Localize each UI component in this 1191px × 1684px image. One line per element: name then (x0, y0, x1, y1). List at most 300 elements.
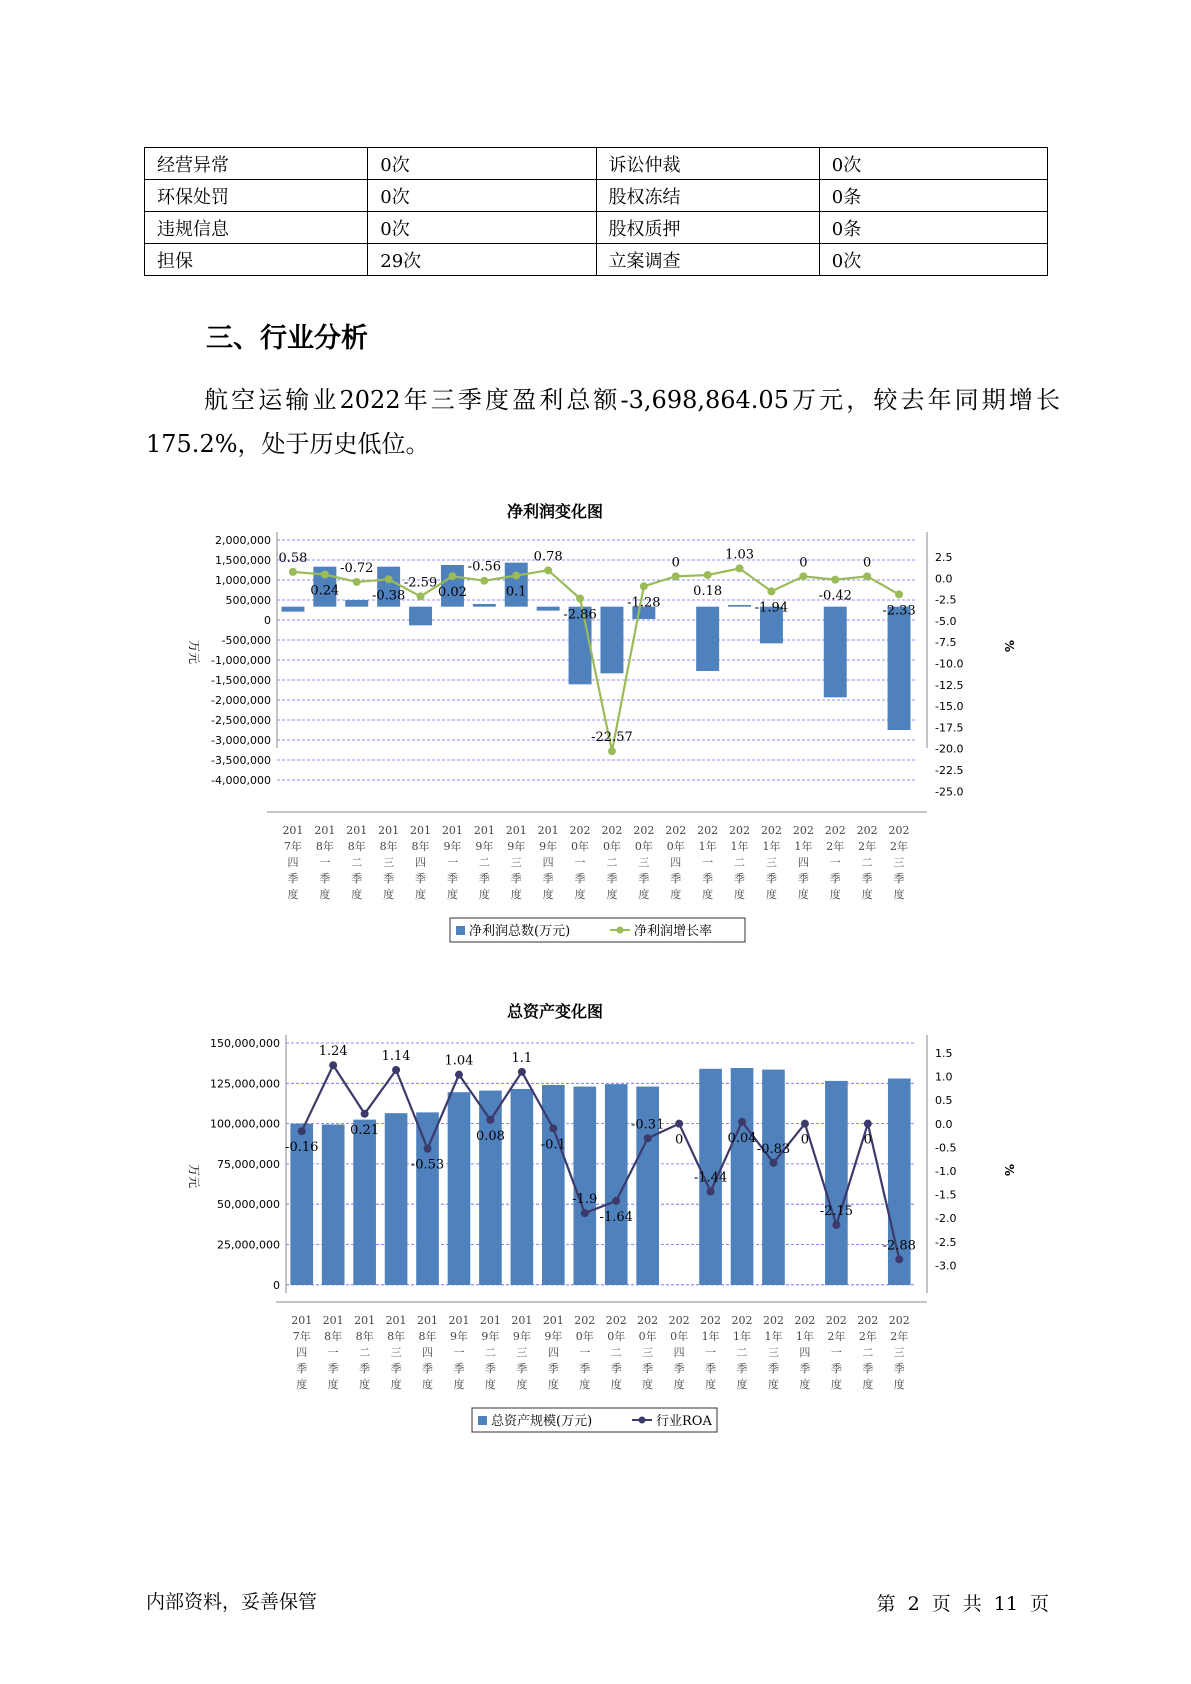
line-point (544, 566, 552, 574)
x-tick-text: 度 (296, 1378, 308, 1391)
x-tick-text: 1年 (795, 1330, 814, 1343)
x-tick-text: 季 (673, 1362, 685, 1375)
table-value-cell: 0条 (819, 180, 1047, 212)
y-tick-label: -3,000,000 (211, 734, 271, 747)
profit-chart-svg (180, 495, 1040, 945)
x-tick-text: 度 (734, 888, 746, 901)
x-tick-text: 201 (346, 824, 368, 837)
data-label: -2.59 (403, 575, 438, 591)
y-tick-label: 25,000,000 (217, 1238, 280, 1252)
x-tick-text: 1年 (794, 840, 813, 853)
x-tick-text: 三 (383, 856, 395, 869)
x-tick-text: 202 (762, 1314, 784, 1327)
x-tick-text: 度 (446, 888, 458, 901)
table-value-cell: 0条 (819, 212, 1047, 244)
x-tick-text: 201 (441, 824, 463, 837)
x-tick-text: 一 (453, 1346, 465, 1359)
x-tick-label (889, 824, 910, 901)
x-tick-text: 四 (422, 1346, 434, 1359)
y-tick-label: -1,000,000 (211, 654, 271, 667)
line-point (801, 1120, 809, 1128)
y-tick-label: -1,500,000 (211, 674, 271, 687)
line-point (612, 1197, 620, 1205)
y2-tick-label: 0.5 (935, 1094, 953, 1108)
y2-tick-label: 1.0 (935, 1070, 953, 1084)
table-label-cell: 环保处罚 (145, 180, 368, 212)
data-label: 0.18 (693, 583, 723, 599)
x-tick-text: 度 (319, 888, 331, 901)
line-point (455, 1071, 463, 1079)
x-tick-text: 一 (327, 1346, 339, 1359)
x-tick-text: 四 (415, 856, 427, 869)
x-tick-text: 三 (893, 856, 905, 869)
line-point (486, 1116, 494, 1124)
x-tick-text: 0年 (575, 1330, 594, 1343)
table-value-cell: 29次 (368, 244, 596, 276)
x-tick-text: 度 (893, 888, 905, 901)
x-tick-text: 季 (579, 1362, 591, 1375)
bar (888, 607, 911, 730)
bar (281, 607, 304, 612)
line-point (549, 1124, 557, 1132)
x-tick-text: 度 (861, 888, 873, 901)
x-tick-label (700, 1314, 721, 1391)
x-tick-text: 1年 (701, 1330, 720, 1343)
x-tick-text: 202 (637, 1314, 659, 1327)
x-tick-label (732, 1314, 753, 1391)
x-tick-text: 202 (697, 824, 719, 837)
y-tick-label: -3,500,000 (211, 754, 271, 767)
x-tick-label (574, 1314, 595, 1391)
bar (696, 607, 719, 671)
line-point (417, 592, 425, 600)
x-tick-text: 201 (291, 1314, 313, 1327)
x-tick-text: 9年 (443, 840, 462, 853)
x-tick-label (506, 824, 527, 901)
x-tick-text: 202 (605, 1314, 627, 1327)
profit-chart (180, 495, 1040, 945)
x-tick-text: 202 (668, 1314, 690, 1327)
data-label: -0.72 (340, 560, 374, 576)
x-tick-text: 二 (862, 1346, 874, 1359)
x-tick-text: 季 (893, 1362, 905, 1375)
x-tick-text: 季 (830, 1362, 842, 1375)
table-label-cell: 股权质押 (596, 212, 819, 244)
x-tick-text: 二 (610, 1346, 622, 1359)
x-tick-label (291, 1314, 312, 1391)
table-value-cell: 0次 (819, 148, 1047, 180)
x-tick-text: 二 (351, 856, 363, 869)
x-tick-text: 三 (893, 1346, 905, 1359)
x-tick-text: 季 (453, 1362, 465, 1375)
x-tick-text: 度 (610, 1378, 622, 1391)
y2-tick-label: -2.5 (935, 1235, 957, 1249)
line-point (512, 572, 520, 580)
line-point (738, 1118, 746, 1126)
x-tick-label (606, 1314, 627, 1391)
x-tick-text: 季 (542, 872, 554, 885)
y2-axis-label: % (1002, 1164, 1016, 1177)
x-tick-text: 202 (633, 824, 655, 837)
line-point (832, 1221, 840, 1229)
data-label: -22.57 (591, 730, 633, 746)
x-tick-text: 度 (547, 1378, 559, 1391)
x-tick-text: 202 (729, 824, 751, 837)
x-tick-text: 201 (479, 1314, 501, 1327)
x-tick-text: 一 (830, 1346, 842, 1359)
x-tick-text: 季 (510, 872, 522, 885)
x-tick-text: 季 (797, 872, 809, 885)
x-tick-text: 度 (415, 888, 427, 901)
legend-bar-swatch (478, 1416, 487, 1425)
data-label: -0.1 (540, 1137, 566, 1153)
y2-tick-label: -12.5 (935, 678, 964, 692)
data-label: -1.94 (754, 600, 789, 616)
x-tick-text: 202 (731, 1314, 753, 1327)
line-point (329, 1061, 337, 1069)
bar (825, 1081, 848, 1285)
x-tick-text: 四 (547, 1346, 559, 1359)
y-tick-label: 0 (264, 614, 271, 627)
data-label: -0.83 (756, 1141, 791, 1157)
legend-bar-label: 总资产规模(万元) (491, 1414, 593, 1429)
x-tick-label (480, 1314, 501, 1391)
x-tick-text: 季 (734, 872, 746, 885)
data-label: -2.88 (882, 1238, 916, 1254)
line-point (767, 587, 775, 595)
x-tick-text: 季 (547, 1362, 559, 1375)
y2-tick-label: -7.5 (935, 636, 957, 650)
legend-bar-swatch (456, 926, 465, 935)
table-value-cell: 0次 (368, 148, 596, 180)
x-tick-text: 8年 (315, 840, 334, 853)
y2-tick-label: -1.5 (935, 1188, 957, 1202)
x-tick-text: 9年 (449, 1330, 468, 1343)
x-tick-text: 202 (665, 824, 687, 837)
bar (416, 1112, 439, 1285)
x-tick-text: 三 (642, 1346, 654, 1359)
data-label: -1.64 (599, 1209, 633, 1225)
x-tick-text: 201 (385, 1314, 407, 1327)
x-tick-label (637, 1314, 658, 1391)
footer-confidential: 内部资料，妥善保管 (146, 1591, 318, 1613)
x-tick-text: 度 (390, 1378, 402, 1391)
data-label: -0.38 (371, 588, 406, 604)
x-tick-text: 8年 (411, 840, 430, 853)
data-label: 1.24 (318, 1044, 348, 1060)
x-tick-text: 度 (830, 1378, 842, 1391)
table-value-cell: 0次 (368, 212, 596, 244)
table-label-cell: 诉讼仲裁 (596, 148, 819, 180)
y-tick-label: -4,000,000 (211, 774, 271, 787)
data-label: -2.86 (563, 607, 597, 623)
x-tick-text: 季 (606, 872, 618, 885)
table-row (145, 148, 1048, 180)
x-tick-label (570, 824, 591, 901)
x-tick-text: 201 (417, 1314, 439, 1327)
line-point (581, 1209, 589, 1217)
x-tick-text: 201 (354, 1314, 376, 1327)
x-tick-label (442, 824, 463, 901)
legend (472, 1408, 717, 1432)
x-tick-text: 8年 (324, 1330, 343, 1343)
data-label: 0.02 (437, 585, 467, 601)
legend (450, 918, 745, 942)
data-label: 0.08 (475, 1128, 505, 1144)
x-tick-text: 季 (296, 1362, 308, 1375)
bar (448, 1092, 471, 1285)
x-tick-text: 度 (359, 1378, 371, 1391)
table-label-cell: 违规信息 (145, 212, 368, 244)
table-label-cell: 经营异常 (145, 148, 368, 180)
data-label: 0 (799, 555, 808, 571)
line-point (392, 1066, 400, 1074)
data-label: 0.04 (727, 1130, 757, 1146)
y-tick-label: 50,000,000 (217, 1198, 280, 1212)
x-tick-text: 2年 (858, 1330, 877, 1343)
legend-line-label: 行业ROA (656, 1414, 712, 1429)
line-point (704, 571, 712, 579)
data-label: -0.16 (285, 1140, 319, 1156)
data-label: 0.58 (278, 550, 308, 566)
y2-tick-label: 0.0 (935, 1117, 953, 1131)
y-tick-label: 500,000 (225, 594, 271, 607)
x-tick-text: 度 (606, 888, 618, 901)
data-label: 1.03 (725, 547, 755, 563)
x-tick-label (410, 824, 431, 901)
data-label: -0.53 (410, 1157, 445, 1173)
x-tick-text: 8年 (355, 1330, 374, 1343)
x-tick-text: 0年 (602, 840, 621, 853)
legend-bar-label: 净利润总数(万元) (469, 924, 571, 939)
x-tick-text: 季 (422, 1362, 434, 1375)
legend-line-marker (617, 927, 624, 934)
line-point (675, 1120, 683, 1128)
line-point (518, 1068, 526, 1076)
data-label: 0 (671, 555, 680, 571)
x-tick-text: 202 (888, 1314, 910, 1327)
x-tick-label (794, 1314, 815, 1391)
data-label: 0 (863, 555, 872, 571)
chart-title: 总资产变化图 (506, 1002, 604, 1021)
y2-tick-label: -10.0 (935, 657, 964, 671)
x-tick-text: 度 (383, 888, 395, 901)
x-tick-text: 三 (767, 1346, 779, 1359)
x-tick-text: 一 (319, 856, 331, 869)
x-tick-text: 202 (857, 1314, 879, 1327)
line-point (298, 1127, 306, 1135)
line-point (608, 747, 616, 755)
line-point (736, 564, 744, 572)
x-tick-text: 度 (765, 888, 777, 901)
bar (353, 1120, 376, 1285)
data-label: 0.1 (505, 584, 527, 600)
x-tick-label (857, 824, 878, 901)
x-tick-text: 202 (824, 824, 846, 837)
x-tick-text: 季 (702, 872, 714, 885)
x-tick-label (314, 824, 335, 901)
x-tick-text: 度 (736, 1378, 748, 1391)
x-tick-text: 季 (638, 872, 650, 885)
x-tick-text: 季 (484, 1362, 496, 1375)
x-tick-text: 度 (705, 1378, 717, 1391)
x-tick-text: 9年 (539, 840, 558, 853)
x-tick-text: 季 (287, 872, 299, 885)
x-tick-text: 四 (799, 1346, 811, 1359)
industry-paragraph: 航空运输业2022年三季度盈利总额-3,698,864.05万元，较去年同期增长175.2%，处于历史低位。 (146, 386, 1060, 458)
x-tick-text: 度 (702, 888, 714, 901)
x-tick-text: 0年 (638, 1330, 657, 1343)
bar (322, 1124, 345, 1285)
x-tick-text: 2年 (827, 1330, 846, 1343)
x-tick-text: 7年 (292, 1330, 311, 1343)
x-tick-text: 7年 (283, 840, 302, 853)
x-tick-text: 四 (797, 856, 809, 869)
line-point (831, 576, 839, 584)
x-tick-text: 一 (574, 856, 586, 869)
x-tick-text: 四 (542, 856, 554, 869)
x-tick-text: 度 (642, 1378, 654, 1391)
section-title: 三、行业分析 (206, 323, 368, 354)
x-tick-text: 0年 (607, 1330, 626, 1343)
y-tick-label: 0 (273, 1278, 280, 1292)
line-point (289, 568, 297, 576)
x-tick-text: 度 (422, 1378, 434, 1391)
x-tick-text: 季 (767, 1362, 779, 1375)
x-tick-text: 度 (327, 1378, 339, 1391)
x-tick-label (793, 824, 814, 901)
table-row (145, 180, 1048, 212)
x-tick-text: 一 (579, 1346, 591, 1359)
x-tick-text: 一 (705, 1346, 717, 1359)
table-label-cell: 担保 (145, 244, 368, 276)
bar (888, 1078, 911, 1285)
x-tick-text: 度 (478, 888, 490, 901)
x-tick-text: 201 (282, 824, 304, 837)
data-label: 1.1 (511, 1050, 533, 1066)
x-tick-label (825, 824, 846, 901)
line-point (480, 577, 488, 585)
x-tick-text: 度 (862, 1378, 874, 1391)
line-point (321, 571, 329, 579)
y2-tick-label: -2.0 (935, 1212, 957, 1226)
x-tick-text: 202 (760, 824, 782, 837)
y2-tick-label: -20.0 (935, 742, 964, 756)
x-tick-text: 8年 (387, 1330, 406, 1343)
x-tick-text: 202 (794, 1314, 816, 1327)
table-value-cell: 0次 (819, 244, 1047, 276)
line-point (385, 575, 393, 583)
x-tick-label (511, 1314, 532, 1391)
line-point (448, 572, 456, 580)
line-point (799, 572, 807, 580)
x-tick-label (378, 824, 399, 901)
x-tick-text: 1年 (762, 840, 781, 853)
table-row (145, 244, 1048, 276)
x-tick-text: 201 (511, 1314, 533, 1327)
x-tick-text: 二 (736, 1346, 748, 1359)
chart-title: 净利润变化图 (506, 502, 604, 521)
x-tick-label (763, 1314, 784, 1391)
x-tick-text: 201 (322, 1314, 344, 1327)
x-tick-text: 9年 (481, 1330, 500, 1343)
x-tick-text: 季 (861, 872, 873, 885)
x-tick-text: 度 (351, 888, 363, 901)
x-tick-text: 二 (359, 1346, 371, 1359)
table-label-cell: 股权冻结 (596, 180, 819, 212)
x-tick-text: 度 (542, 888, 554, 901)
x-tick-text: 季 (478, 872, 490, 885)
x-tick-text: 202 (825, 1314, 847, 1327)
x-tick-label (346, 824, 367, 901)
bar (537, 607, 560, 611)
x-tick-label (761, 824, 782, 901)
y2-tick-label: -22.5 (935, 764, 964, 777)
x-tick-text: 季 (862, 1362, 874, 1375)
data-label: 1.14 (381, 1048, 411, 1064)
x-tick-text: 度 (829, 888, 841, 901)
x-tick-text: 四 (287, 856, 299, 869)
x-tick-text: 0年 (666, 840, 685, 853)
line-point (895, 590, 903, 598)
data-label: 0 (800, 1132, 810, 1148)
x-tick-text: 201 (314, 824, 336, 837)
y-tick-label: 150,000,000 (210, 1037, 280, 1050)
line-point (361, 1110, 369, 1118)
x-tick-text: 1年 (764, 1330, 783, 1343)
x-tick-label (665, 824, 686, 901)
x-tick-text: 季 (670, 872, 682, 885)
line-point (864, 1120, 872, 1128)
data-label: -1.28 (627, 595, 661, 611)
data-label: -1.9 (572, 1192, 598, 1208)
x-tick-text: 0年 (634, 840, 653, 853)
x-tick-text: 季 (829, 872, 841, 885)
x-tick-text: 0年 (571, 840, 590, 853)
x-tick-text: 201 (448, 1314, 470, 1327)
x-tick-text: 202 (792, 824, 814, 837)
data-label: 1.04 (444, 1053, 474, 1069)
x-tick-text: 201 (473, 824, 495, 837)
y-tick-label: 75,000,000 (217, 1157, 280, 1171)
x-tick-text: 1年 (733, 1330, 752, 1343)
x-tick-text: 季 (516, 1362, 528, 1375)
x-tick-text: 季 (799, 1362, 811, 1375)
x-tick-text: 三 (516, 1346, 528, 1359)
y-tick-label: 1,000,000 (215, 574, 271, 587)
x-tick-text: 季 (642, 1362, 654, 1375)
x-tick-text: 一 (702, 856, 714, 869)
x-tick-text: 2年 (890, 840, 909, 853)
line-point (640, 582, 648, 590)
x-tick-text: 201 (410, 824, 432, 837)
x-tick-label (729, 824, 750, 901)
y2-tick-label: 0.0 (935, 572, 953, 586)
line-point (353, 578, 361, 586)
x-tick-label (543, 1314, 564, 1391)
y2-tick-label: -0.5 (935, 1141, 957, 1155)
bar (385, 1113, 408, 1285)
x-tick-text: 三 (510, 856, 522, 869)
x-tick-text: 季 (736, 1362, 748, 1375)
x-tick-text: 9年 (507, 840, 526, 853)
y2-tick-label: -17.5 (935, 721, 964, 735)
data-label: 0 (863, 1132, 872, 1148)
x-tick-text: 季 (383, 872, 395, 885)
x-tick-text: 0年 (670, 1330, 689, 1343)
y2-axis-label: % (1002, 640, 1016, 653)
x-tick-label (826, 1314, 847, 1391)
